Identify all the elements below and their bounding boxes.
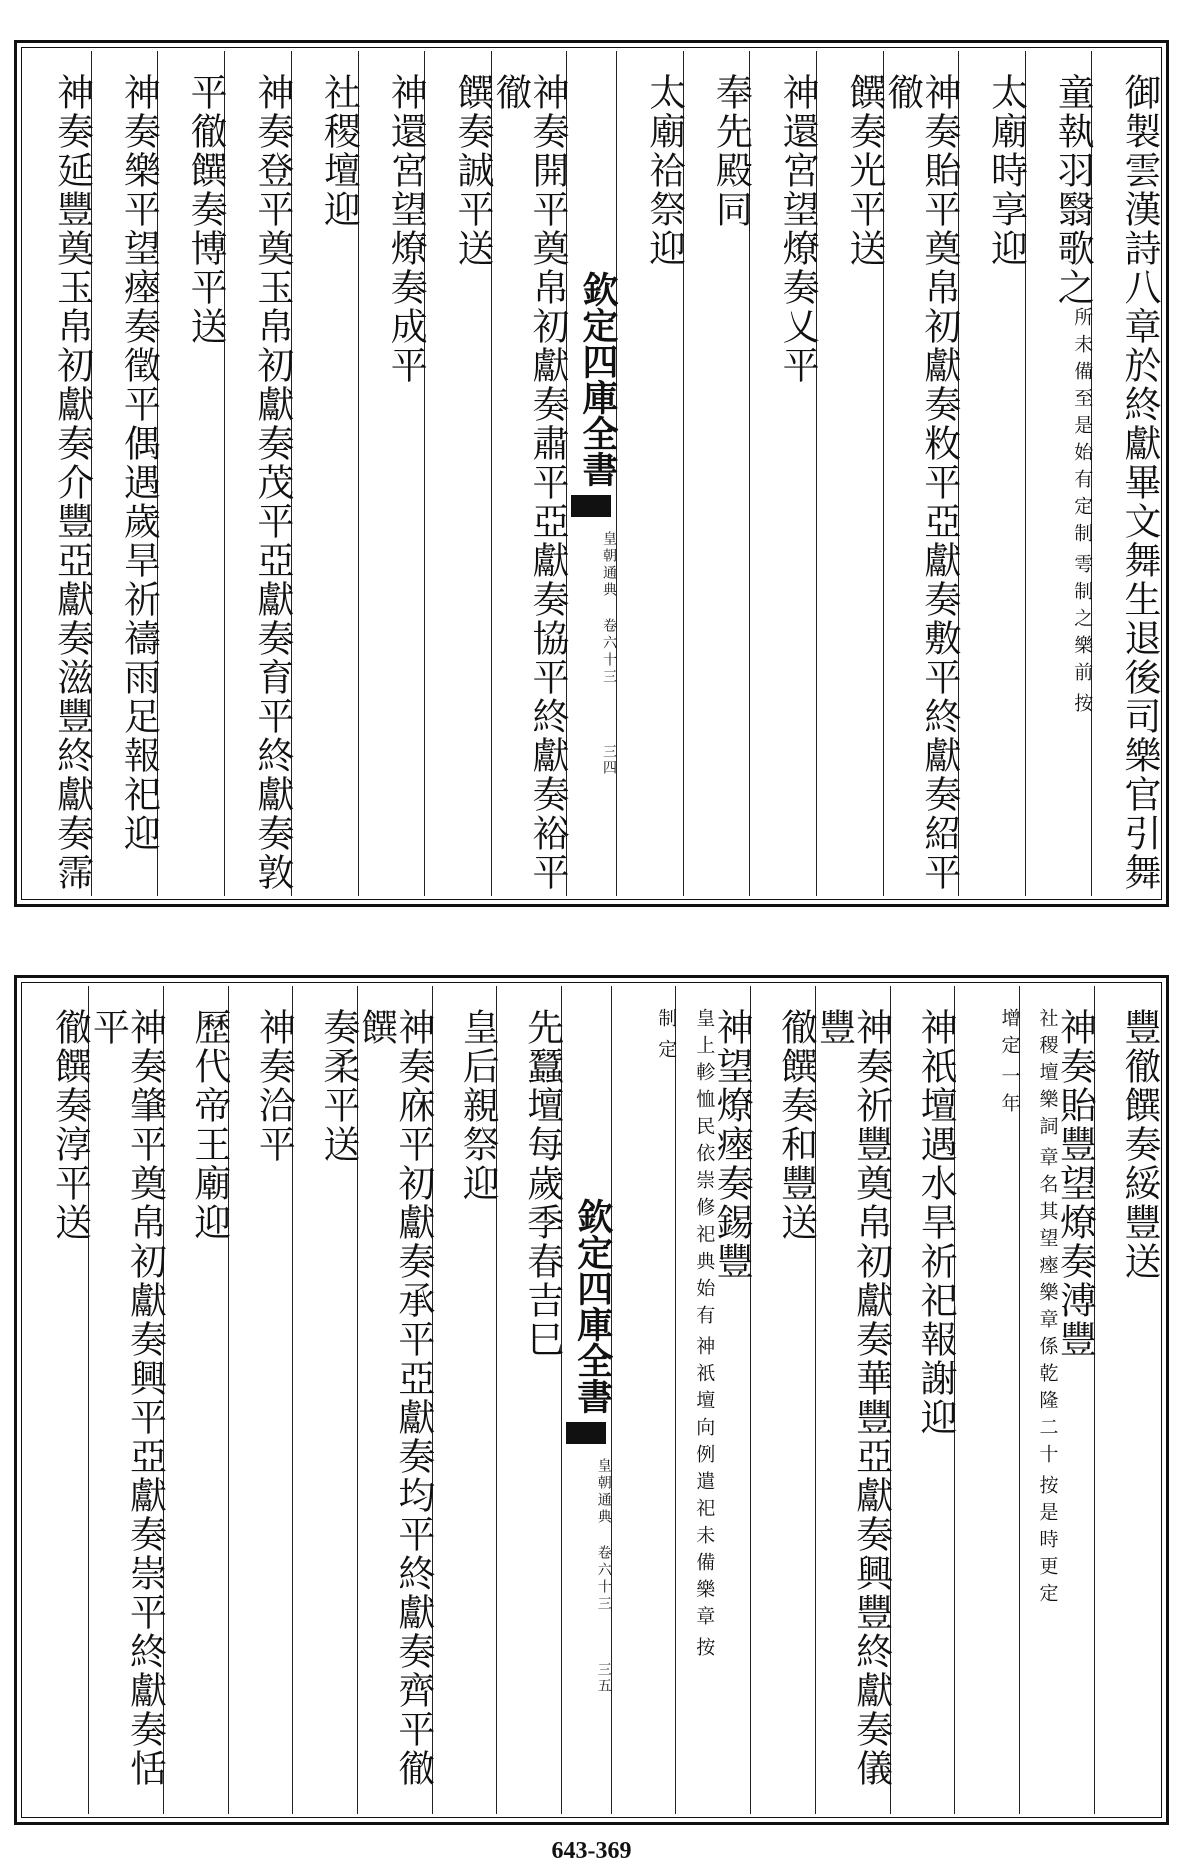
text-column — [612, 986, 676, 1814]
annotation-line: 所未備至是始有定制 — [1071, 307, 1094, 550]
annotation-line: 皇上軫恤民依崇修祀典始有 — [693, 1008, 716, 1332]
source-label: 皇朝通典 卷六十三 — [600, 531, 617, 686]
column-text: 神奏開平奠帛初獻奏肅平亞獻奏協平終獻奏裕平徹 — [488, 73, 569, 892]
text-column — [1026, 51, 1093, 896]
column-text: 神祇壇遇水旱祈祀報謝迎 — [914, 1008, 958, 1437]
text-column — [92, 51, 159, 896]
text-column — [354, 986, 435, 1814]
text-column — [880, 51, 961, 896]
column-text: 神還宮望燎奏乂平 — [776, 73, 820, 385]
text-column — [425, 51, 492, 896]
annotation-note — [693, 1008, 716, 1664]
annotation-line: 按 — [693, 1637, 716, 1664]
text-column — [25, 986, 92, 1814]
column-text: 豐徹饌奏綏豐送 — [1118, 1008, 1161, 1281]
column-text: 神奏貽平奠帛初獻奏敉平亞獻奏敷平終獻奏紹平徹 — [880, 73, 961, 892]
annotation-note — [1038, 1008, 1057, 1610]
text-column — [1092, 51, 1161, 896]
text-column — [86, 986, 167, 1814]
column-text: 奏柔平送 — [316, 1008, 360, 1164]
column-text: 御製雲漢詩八章於終獻畢文舞生退後司樂官引舞 — [1118, 73, 1161, 892]
column-text: 先蠶壇每歲季春吉巳 — [520, 1008, 564, 1359]
annotation-note — [655, 1008, 678, 1066]
column-text: 神奏延豐奠玉帛初獻奏介豐亞獻奏滋豐終獻奏霈 — [50, 73, 94, 892]
leaf-number: 三五 — [595, 1662, 612, 1694]
column-text: 神奏樂平望瘞奏徵平偶遇歲旱祈禱雨足報祀迎 — [117, 73, 161, 853]
text-column — [25, 51, 92, 896]
bottom-page-columns — [25, 986, 1161, 1814]
column-text: 奉先殿同 — [709, 73, 753, 229]
text-column — [229, 986, 296, 1814]
annotation-line: 神祇壇向例遣祀未備樂章 — [693, 1336, 716, 1633]
text-column — [433, 986, 500, 1814]
folio-number: 643-369 — [551, 1838, 632, 1864]
bottom-page — [14, 975, 1169, 1825]
column-text: 社稷壇迎 — [317, 73, 361, 229]
annotation-line: 制 — [655, 1008, 678, 1035]
text-column — [164, 986, 231, 1814]
fish-tail-mark — [566, 1422, 606, 1444]
column-text: 歷代帝王廟迎 — [187, 1008, 231, 1242]
text-column — [158, 51, 228, 896]
annotation-line: 一年 — [998, 1066, 1021, 1120]
text-column — [292, 51, 359, 896]
column-text: 神還宮望燎奏成平 — [384, 73, 428, 385]
collection-title: 欽定四庫全書 — [576, 271, 619, 487]
text-column — [1020, 986, 1095, 1814]
annotation-note — [1000, 1008, 1019, 1120]
text-column — [812, 986, 893, 1814]
column-text: 神奏洽平 — [252, 1008, 296, 1164]
annotation-line: 章名其望瘞樂章係乾隆二十 — [1036, 1147, 1059, 1471]
text-column — [293, 986, 360, 1814]
text-column — [751, 986, 818, 1814]
text-column — [955, 986, 1019, 1814]
text-column — [488, 51, 569, 896]
annotation-line: 增定 — [998, 1008, 1021, 1062]
column-text: 神奏登平奠玉帛初獻奏茂平亞獻奏育平終獻奏敦 — [250, 73, 294, 892]
column-text: 徹饌奏淳平送 — [48, 1008, 92, 1242]
annotation-line: 定 — [655, 1039, 678, 1066]
column-text: 徹饌奏和豐送 — [774, 1008, 818, 1242]
collection-title: 欽定四庫全書 — [571, 1197, 614, 1414]
leaf-number: 三四 — [600, 744, 617, 776]
text-column — [676, 986, 754, 1814]
column-text: 饌奏誠平送 — [450, 73, 494, 268]
column-text: 神奏肇平奠帛初獻奏興平亞獻奏崇平終獻奏恬平 — [86, 1008, 167, 1788]
text-column — [959, 51, 1026, 896]
top-page-columns — [25, 51, 1161, 896]
source-label: 皇朝通典 卷六十三 — [595, 1457, 612, 1613]
column-text: 神奏庥平初獻奏承平亞獻奏均平終獻奏齊平徹饌 — [354, 1008, 435, 1788]
fish-tail-mark — [571, 495, 611, 517]
annotation-line: 按是時更定 — [1036, 1475, 1059, 1610]
center-fold-column — [562, 986, 612, 1814]
text-column — [891, 986, 958, 1814]
column-text: 神望燎瘞奏錫豐 — [710, 1008, 754, 1281]
annotation-note — [1071, 307, 1094, 720]
text-column — [1095, 986, 1161, 1814]
text-column — [497, 986, 564, 1814]
text-column — [684, 51, 751, 896]
column-text: 童執羽翳歌之 — [1051, 73, 1095, 307]
annotation-line: 雩制之樂前 — [1071, 554, 1094, 689]
column-text: 太廟時享迎 — [984, 73, 1028, 268]
text-column — [750, 51, 820, 896]
column-text: 神奏貽豐望燎奏溥豐 — [1053, 1008, 1097, 1359]
text-column — [817, 51, 884, 896]
column-text: 平徹饌奏博平送 — [184, 73, 228, 346]
column-text: 太廟祫祭迎 — [642, 73, 686, 268]
text-column — [359, 51, 426, 896]
text-column — [617, 51, 684, 896]
annotation-line: 按 — [1071, 693, 1094, 720]
annotation-line: 社稷壇樂詞 — [1036, 1008, 1059, 1143]
column-text: 皇后親祭迎 — [456, 1008, 500, 1203]
column-text: 神奏祈豐奠帛初獻奏華豐亞獻奏興豐終獻奏儀豐 — [812, 1008, 893, 1788]
column-text: 饌奏光平送 — [842, 73, 886, 268]
top-page — [14, 40, 1169, 907]
text-column — [225, 51, 292, 896]
center-fold-column — [567, 51, 617, 896]
